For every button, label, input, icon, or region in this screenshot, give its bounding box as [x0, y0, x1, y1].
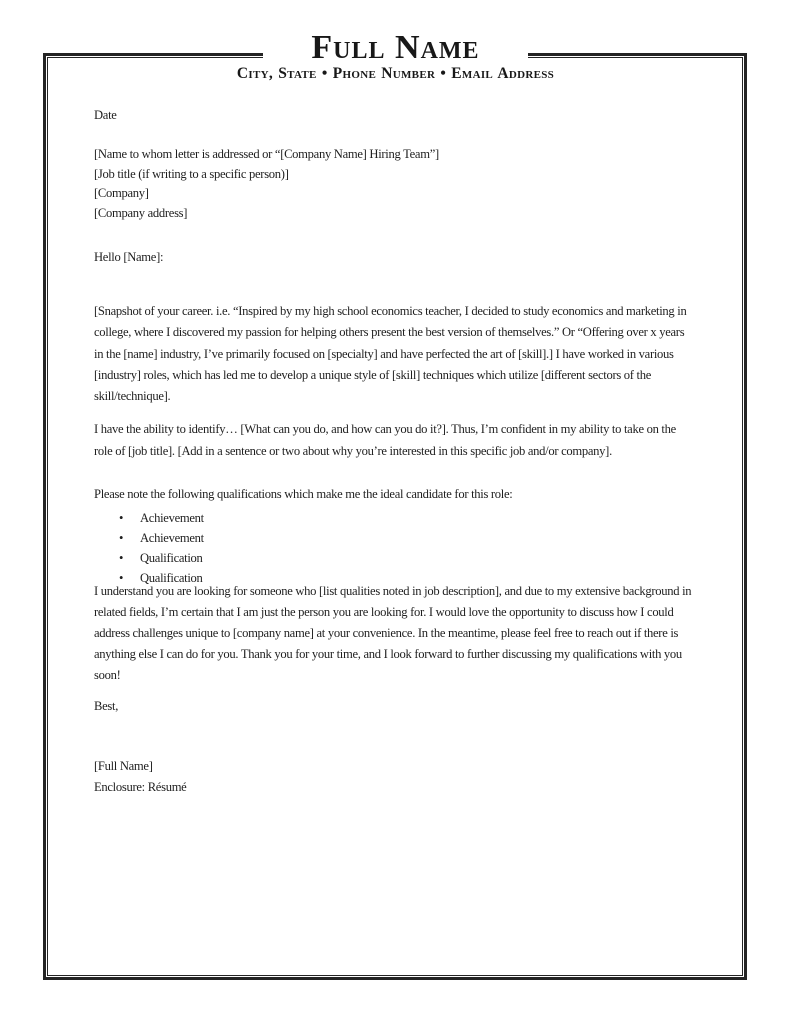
date-line: Date	[94, 108, 117, 122]
recipient-block	[94, 145, 695, 223]
qualification-item: • Qualification	[94, 568, 695, 588]
closing-paragraph: I understand you are looking for someone who [list qualities noted in job description], and due to my extensive background in related fields, I’m certain that I am just the person you are looking for. I would love the opportunity to discuss how I could address challenges unique to [company name] at your convenience. In the meantime, please feel free to reach out if there is anything else I can do for you. Thank you for your time, and I look forward to further discussing my qualifications with you soon!	[94, 584, 692, 682]
qualification-item: • Achievement	[94, 528, 695, 548]
recipient-job-title-line: [Job title (if writing to a specific person)]	[94, 166, 289, 181]
recipient-company-address-line: [Company address]	[94, 205, 188, 220]
qualification-item: • Achievement	[94, 508, 695, 528]
recipient-company-line: [Company]	[94, 186, 149, 200]
qualifications-list	[94, 508, 695, 588]
career-snapshot-paragraph: [Snapshot of your career. i.e. “Inspired by my high school economics teacher, I decided to study economics and marketing in college, where I discovered my passion for helping others present the best version of themselves.” Or “Offering over x years in the [name] industry, I’ve primarily focused on [specialty] and have perfected the art of [skill].] I have worked in various [industry] roles, which has led me to develop a unique style of [skill] techniques which utilize [different sectors of the skill/technique].	[94, 304, 687, 404]
recipient-name-line: [Name to whom letter is addressed or “[Company Name] Hiring Team”]	[94, 147, 439, 161]
sign-off-line: Best,	[94, 699, 119, 713]
enclosure-line: Enclosure: Résumé	[94, 780, 187, 794]
signature-block	[94, 756, 695, 798]
greeting-line: Hello [Name]:	[94, 250, 164, 264]
qualifications-intro-line: Please note the following qualifications which make me the ideal candidate for this role:	[94, 487, 513, 501]
ability-paragraph: I have the ability to identify… [What can you do, and how can you do it?]. Thus, I’m confident in my ability to take on the role of [job title]. [Add in a sentence or two about why you’re interested in this specific job and/or company].	[94, 422, 676, 458]
qualification-item: • Qualification	[94, 548, 695, 568]
signature-name-line: [Full Name]	[94, 759, 153, 773]
letter-body	[94, 0, 695, 1024]
full-name-title: Full Name	[263, 30, 527, 66]
contact-info-line: City, State • Phone Number • Email Address	[236, 65, 555, 82]
